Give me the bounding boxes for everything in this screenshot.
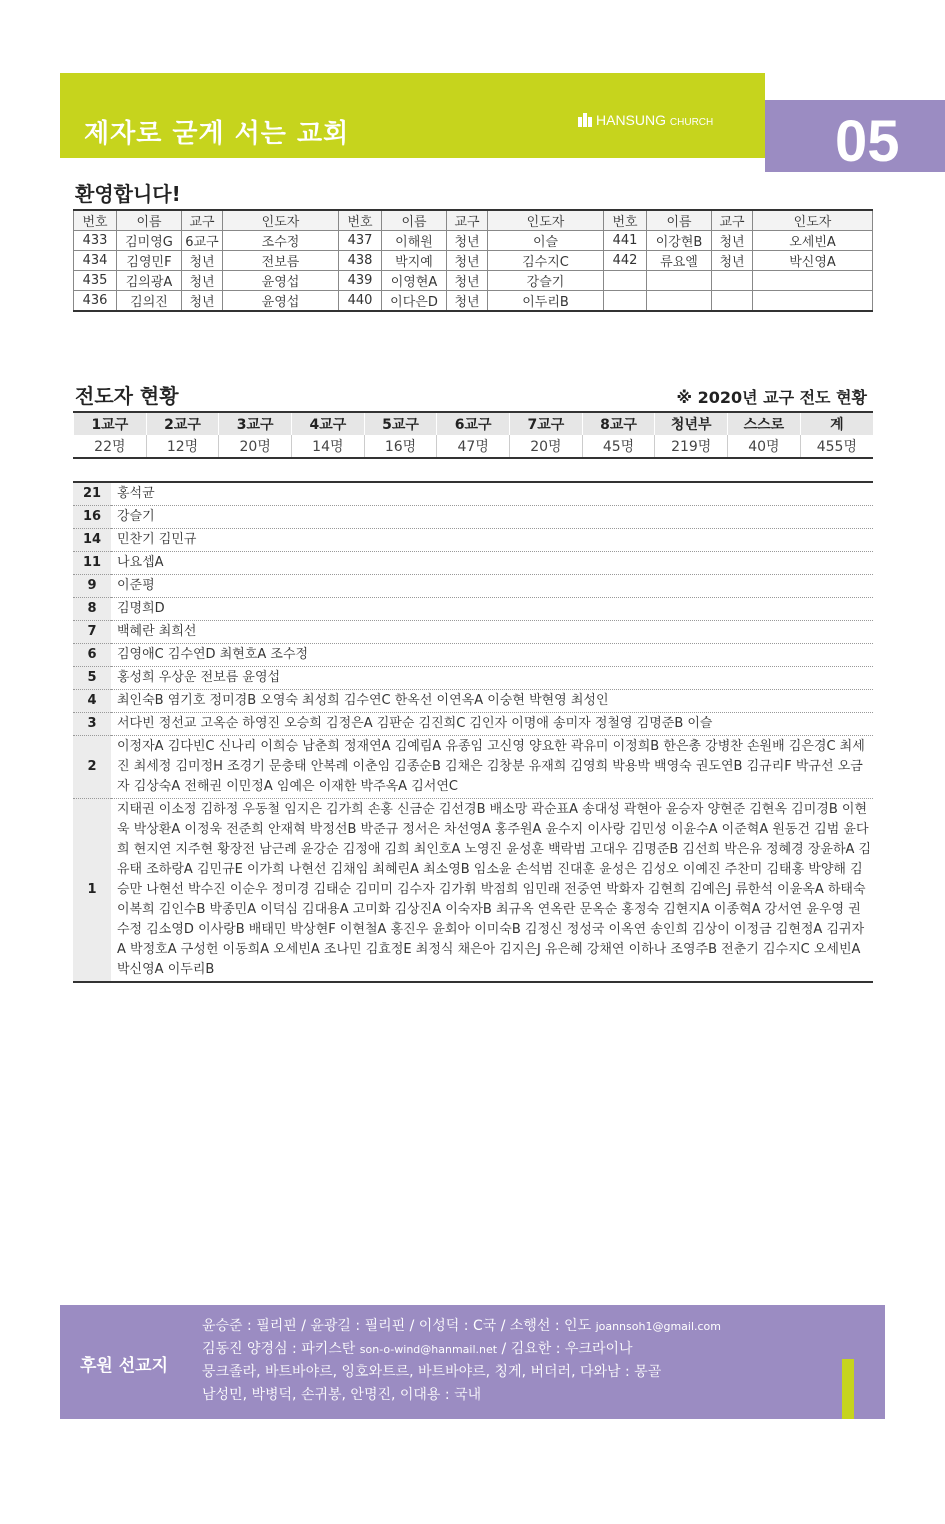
- logo-small-text: CHURCH: [669, 117, 714, 128]
- cell: 청년: [712, 251, 753, 271]
- cell: 청년: [447, 271, 488, 291]
- names-cell: 민찬기 김민규: [111, 529, 873, 552]
- table-row: [73, 713, 873, 736]
- evangelism-header-row: [74, 412, 874, 435]
- cell: 청년: [447, 291, 488, 312]
- table-row: [73, 552, 873, 575]
- cell: 김수지C: [488, 251, 604, 271]
- table-row: [73, 736, 873, 799]
- evangelist-list: [73, 481, 873, 983]
- cell: 435: [74, 271, 117, 291]
- table-row: [73, 690, 873, 713]
- cell: 청년: [182, 271, 223, 291]
- cell: 14명: [292, 435, 365, 458]
- count-cell: 4: [73, 690, 111, 713]
- mission-line-3: 뭉크졸라, 바트바야르, 잉호와트르, 바트바야르, 칭게, 버더러, 다와남 : 몽골: [202, 1364, 662, 1380]
- col-header: 4교구: [292, 412, 365, 435]
- cell: 433: [74, 231, 117, 251]
- page-title: 제자로 굳게 서는 교회: [84, 119, 350, 149]
- cell: [647, 291, 712, 312]
- col-header: 인도자: [753, 210, 873, 231]
- col-header: 교구: [447, 210, 488, 231]
- cell: 이영현A: [382, 271, 447, 291]
- cell: 청년: [447, 251, 488, 271]
- cell: [753, 291, 873, 312]
- col-header: 3교구: [219, 412, 292, 435]
- names-cell: 서다빈 정선교 고옥순 하영진 오승희 김정은A 김판순 김진희C 김인자 이명애 송미자 정철영 김명준B 이슬: [111, 713, 873, 736]
- cell: [604, 291, 647, 312]
- cell: 청년: [712, 231, 753, 251]
- cell: 434: [74, 251, 117, 271]
- table-row: [74, 271, 873, 291]
- cell: 이다은D: [382, 291, 447, 312]
- cell: 박지예: [382, 251, 447, 271]
- cell: 이해원: [382, 231, 447, 251]
- cell: 442: [604, 251, 647, 271]
- mission-line-2-tail: / 김요한 : 우크라이나: [501, 1341, 633, 1357]
- cell: 441: [604, 231, 647, 251]
- page-number-box: [765, 100, 945, 172]
- cell: 윤영섭: [223, 271, 339, 291]
- cell: 청년: [447, 231, 488, 251]
- count-cell: 1: [73, 799, 111, 983]
- cell: 440: [339, 291, 382, 312]
- col-header: 번호: [74, 210, 117, 231]
- table-row: [73, 644, 873, 667]
- mission-line-1-text: 윤승준 : 필리핀 / 윤광길 : 필리핀 / 이성덕 : C국 / 소행선 : 인도: [202, 1318, 592, 1334]
- cell: 이강현B: [647, 231, 712, 251]
- count-cell: 8: [73, 598, 111, 621]
- cell: 438: [339, 251, 382, 271]
- names-cell: 지태권 이소정 김하정 우동철 임지은 김가희 손홍 신금순 김선경B 배소망 곽순표A 송대성 곽현아 윤승자 양현준 김현옥 김미경B 이현욱 박상환A 이정욱 전준희 안재혁 박정선B 박준규 정서은 차선영A 홍주원A 윤수지 이사랑 김민성 이윤수A 이준혁A 원동건 김범 윤다희 현지연 지주현 황장전 남근례 윤강순 김정애 김희 최인호A 노영진 윤성훈 백락범 고대우 김명준B 김선희 박은유 정혜경 장윤하A 김유태 조하랑A 김민규E 이가희 나현선 김채임 최혜린A 최소영B 임소윤 손석범 진대훈 윤성은 김성오 이예진 주찬미 김태홍 박양해 김승만 나현선 박수진 이순우 정미경 김태순 김미미 김수자 김가휘 박점희 임민래 전중연 박화자 김현희 김예은J 류한석 이윤옥A 하태숙 이복희 김인수B 박종민A 이덕심 김대용A 고미화 김상진A 이숙자B 최규옥 연옥란 문옥순 홍정숙 김현지A 이종혁A 강서연 윤우영 권수정 김소영D 이사랑B 배태민 박상현F 이현철A 홍진우 윤회아 이미숙B 김정신 정성국 이옥연 송인희 김상이 이정금 김현정A 김귀자A 박정호A 구성헌 이동희A 오세빈A 조나민 김효정E 최정식 채은아 김지은J 유은혜 강채연 이하나 조영주B 전춘기 김수지C 오세빈A 박신영A 이두리B: [117, 802, 872, 977]
- table-row: [73, 799, 873, 983]
- cell: 김영민F: [117, 251, 182, 271]
- names-cell: 홍성희 우상운 전보름 윤영섭: [111, 667, 873, 690]
- cell: 219명: [655, 435, 728, 458]
- names-cell: 김영애C 김수연D 최현호A 조수정: [111, 644, 873, 667]
- table-row: [73, 667, 873, 690]
- evangelism-title: 전도자 현황: [75, 384, 179, 408]
- welcome-table: [73, 209, 873, 312]
- evangelism-table: [73, 411, 873, 459]
- cell: 20명: [219, 435, 292, 458]
- names-cell: 이준평: [111, 575, 873, 598]
- names-cell: 강슬기: [111, 506, 873, 529]
- table-row: [73, 621, 873, 644]
- mission-box: [60, 1305, 885, 1419]
- cell: 김의진: [117, 291, 182, 312]
- col-header: 교구: [712, 210, 753, 231]
- cell: [753, 271, 873, 291]
- count-cell: 9: [73, 575, 111, 598]
- col-header: 번호: [604, 210, 647, 231]
- mission-line-2: [202, 1338, 721, 1361]
- cell: 437: [339, 231, 382, 251]
- count-cell: 6: [73, 644, 111, 667]
- col-header: 스스로: [728, 412, 801, 435]
- col-header: 1교구: [74, 412, 147, 435]
- evangelism-note: ※ 2020년 교구 전도 현황: [676, 388, 867, 407]
- church-logo-icon: [578, 113, 592, 127]
- cell: 12명: [146, 435, 219, 458]
- cell: 조수정: [223, 231, 339, 251]
- names-cell: 홍석균: [111, 482, 873, 506]
- cell: 윤영섭: [223, 291, 339, 312]
- count-cell: 7: [73, 621, 111, 644]
- count-cell: 11: [73, 552, 111, 575]
- cell: [712, 291, 753, 312]
- col-header: 인도자: [223, 210, 339, 231]
- cell: [712, 271, 753, 291]
- church-logo: [578, 111, 713, 128]
- cell: 6교구: [182, 231, 223, 251]
- col-header: 계: [800, 412, 873, 435]
- cell: 박신영A: [753, 251, 873, 271]
- mission-line-1: [202, 1315, 721, 1338]
- cell: 청년: [182, 291, 223, 312]
- table-row: [74, 231, 873, 251]
- count-cell: 16: [73, 506, 111, 529]
- cell: 439: [339, 271, 382, 291]
- mission-line-4: 남성민, 박병덕, 손귀봉, 안명진, 이대용 : 국내: [202, 1387, 482, 1403]
- accent-bar: [842, 1359, 854, 1419]
- cell: 436: [74, 291, 117, 312]
- count-cell: 21: [73, 482, 111, 506]
- mission-title: 후원 선교지: [80, 1356, 169, 1376]
- page-number: 05: [835, 109, 900, 174]
- cell: 이두리B: [488, 291, 604, 312]
- table-row: [73, 482, 873, 506]
- table-row: [74, 251, 873, 271]
- cell: [647, 271, 712, 291]
- cell: 김미영G: [117, 231, 182, 251]
- table-row: [73, 506, 873, 529]
- names-cell: 이정자A 김다빈C 신나리 이희승 남춘희 정재연A 김예림A 유종임 고신영 양요한 곽유미 이정희B 한은총 강병찬 손원배 김은경C 최세진 최세정 김미정H 조경기 문충태 안복례 이춘임 김종순B 김채은 김창분 유재희 김영희 박용박 백영숙 권도연B 김규리F 박규선 오금자 김상숙A 전해권 이민정A 임예은 이재한 박주옥A 김서연C: [111, 736, 873, 799]
- col-header: 이름: [647, 210, 712, 231]
- cell: 오세빈A: [753, 231, 873, 251]
- count-cell: 3: [73, 713, 111, 736]
- names-cell: 나요셉A: [111, 552, 873, 575]
- mission-line-2-text: 김동진 양경심 : 파키스탄: [202, 1341, 356, 1357]
- count-cell: 2: [73, 736, 111, 799]
- col-header: 인도자: [488, 210, 604, 231]
- table-row: [73, 529, 873, 552]
- col-header: 6교구: [437, 412, 510, 435]
- cell: 강슬기: [488, 271, 604, 291]
- table-row: [73, 598, 873, 621]
- col-header: 교구: [182, 210, 223, 231]
- count-cell: 5: [73, 667, 111, 690]
- cell: 김의광A: [117, 271, 182, 291]
- cell: 류요엘: [647, 251, 712, 271]
- col-header: 이름: [382, 210, 447, 231]
- welcome-title: 환영합니다!: [75, 182, 181, 206]
- cell: 45명: [582, 435, 655, 458]
- col-header: 7교구: [510, 412, 583, 435]
- cell: 20명: [510, 435, 583, 458]
- col-header: 이름: [117, 210, 182, 231]
- col-header: 청년부: [655, 412, 728, 435]
- mission-email-1: joannsoh1@gmail.com: [595, 1320, 722, 1333]
- table-row: [73, 575, 873, 598]
- cell: 청년: [182, 251, 223, 271]
- cell: 22명: [74, 435, 147, 458]
- mission-lines: [202, 1315, 721, 1407]
- count-cell: 14: [73, 529, 111, 552]
- names-cell: 최인숙B 염기호 정미경B 오영숙 최성희 김수연C 한옥선 이연옥A 이숭현 박현영 최성인: [111, 690, 873, 713]
- col-header: 8교구: [582, 412, 655, 435]
- cell: 455명: [800, 435, 873, 458]
- cell: 이슬: [488, 231, 604, 251]
- cell: 16명: [364, 435, 437, 458]
- names-cell: 백혜란 최희선: [111, 621, 873, 644]
- welcome-header-row: [74, 210, 873, 231]
- mission-email-2: son-o-wind@hanmail.net: [359, 1343, 498, 1356]
- cell: 47명: [437, 435, 510, 458]
- names-cell: 김명희D: [111, 598, 873, 621]
- cell: 전보름: [223, 251, 339, 271]
- table-row: [74, 291, 873, 312]
- logo-text: HANSUNG: [596, 112, 667, 128]
- cell: 40명: [728, 435, 801, 458]
- cell: [604, 271, 647, 291]
- col-header: 2교구: [146, 412, 219, 435]
- evangelism-value-row: [74, 435, 874, 458]
- col-header: 번호: [339, 210, 382, 231]
- col-header: 5교구: [364, 412, 437, 435]
